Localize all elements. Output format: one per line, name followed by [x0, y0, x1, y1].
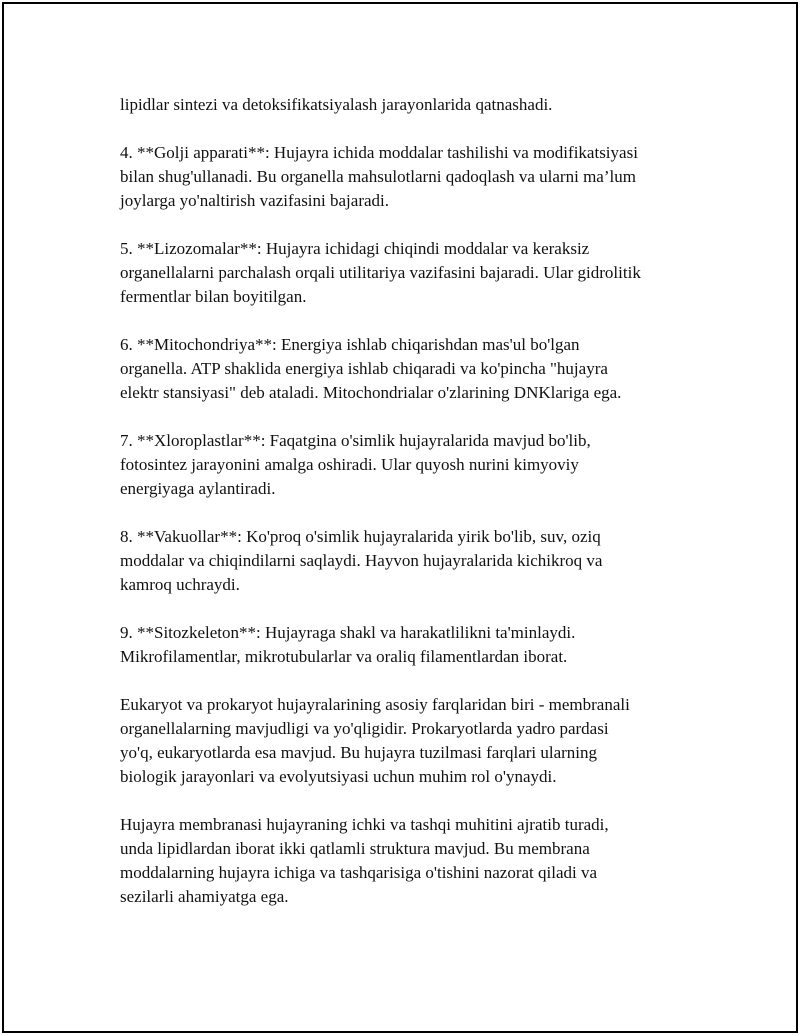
- paragraph-cytoskeleton: [120, 621, 720, 669]
- document-body: [120, 93, 720, 933]
- paragraph-eukaryote-prokaryote: [120, 693, 720, 789]
- text-line: lipidlar sintezi va detoksifikatsiyalash jarayonlarida qatnashadi.: [120, 95, 553, 114]
- text-line: moddalar va chiqindilarni saqlaydi. Hayvon hujayralarida kichikroq va: [120, 551, 603, 570]
- text-line: organella. ATP shaklida energiya ishlab chiqaradi va ko'pincha "hujayra: [120, 359, 608, 378]
- text-line: Eukaryot va prokaryot hujayralarining asosiy farqlaridan biri - membranali: [120, 695, 630, 714]
- paragraph-chloroplasts: [120, 429, 720, 501]
- text-line: energiyaga aylantiradi.: [120, 479, 276, 498]
- text-line: yo'q, eukaryotlarda esa mavjud. Bu hujayra tuzilmasi farqlari ularning: [120, 743, 598, 762]
- text-line: 8. **Vakuollar**: Ko'proq o'simlik hujayralarida yirik bo'lib, suv, oziq: [120, 527, 601, 546]
- text-line: Hujayra membranasi hujayraning ichki va tashqi muhitini ajratib turadi,: [120, 815, 609, 834]
- paragraph-er-continuation: [120, 93, 720, 117]
- text-line: unda lipidlardan iborat ikki qatlamli struktura mavjud. Bu membrana: [120, 839, 590, 858]
- text-line: organellalarning mavjudligi va yo'qligidir. Prokaryotlarda yadro pardasi: [120, 719, 609, 738]
- text-line: 6. **Mitochondriya**: Energiya ishlab chiqarishdan mas'ul bo'lgan: [120, 335, 580, 354]
- paragraph-lysosomes: [120, 237, 720, 309]
- paragraph-vacuoles: [120, 525, 720, 597]
- text-line: biologik jarayonlari va evolyutsiyasi uchun muhim rol o'ynaydi.: [120, 767, 557, 786]
- text-line: 4. **Golji apparati**: Hujayra ichida moddalar tashilishi va modifikatsiyasi: [120, 143, 638, 162]
- text-line: fotosintez jarayonini amalga oshiradi. Ular quyosh nurini kimyoviy: [120, 455, 579, 474]
- text-line: 5. **Lizozomalar**: Hujayra ichidagi chiqindi moddalar va keraksiz: [120, 239, 590, 258]
- text-line: fermentlar bilan boyitilgan.: [120, 287, 307, 306]
- text-line: sezilarli ahamiyatga ega.: [120, 887, 289, 906]
- text-line: 9. **Sitozkeleton**: Hujayraga shakl va harakatlilikni ta'minlaydi.: [120, 623, 576, 642]
- text-line: organellalarni parchalash orqali utilitariya vazifasini bajaradi. Ular gidrolitik: [120, 263, 641, 282]
- text-line: joylarga yo'naltirish vazifasini bajaradi.: [120, 191, 389, 210]
- text-line: elektr stansiyasi" deb ataladi. Mitochondrialar o'zlarining DNKlariga ega.: [120, 383, 622, 402]
- paragraph-golgi: [120, 141, 720, 213]
- text-line: kamroq uchraydi.: [120, 575, 240, 594]
- text-line: Mikrofilamentlar, mikrotubularlar va oraliq filamentlardan iborat.: [120, 647, 568, 666]
- text-line: moddalarning hujayra ichiga va tashqarisiga o'tishini nazorat qiladi va: [120, 863, 598, 882]
- text-line: bilan shug'ullanadi. Bu organella mahsulotlarni qadoqlash va ularni ma’lum: [120, 167, 636, 186]
- text-line: 7. **Xloroplastlar**: Faqatgina o'simlik hujayralarida mavjud bo'lib,: [120, 431, 591, 450]
- paragraph-mitochondria: [120, 333, 720, 405]
- paragraph-cell-membrane: [120, 813, 720, 909]
- page-frame: [2, 2, 798, 1033]
